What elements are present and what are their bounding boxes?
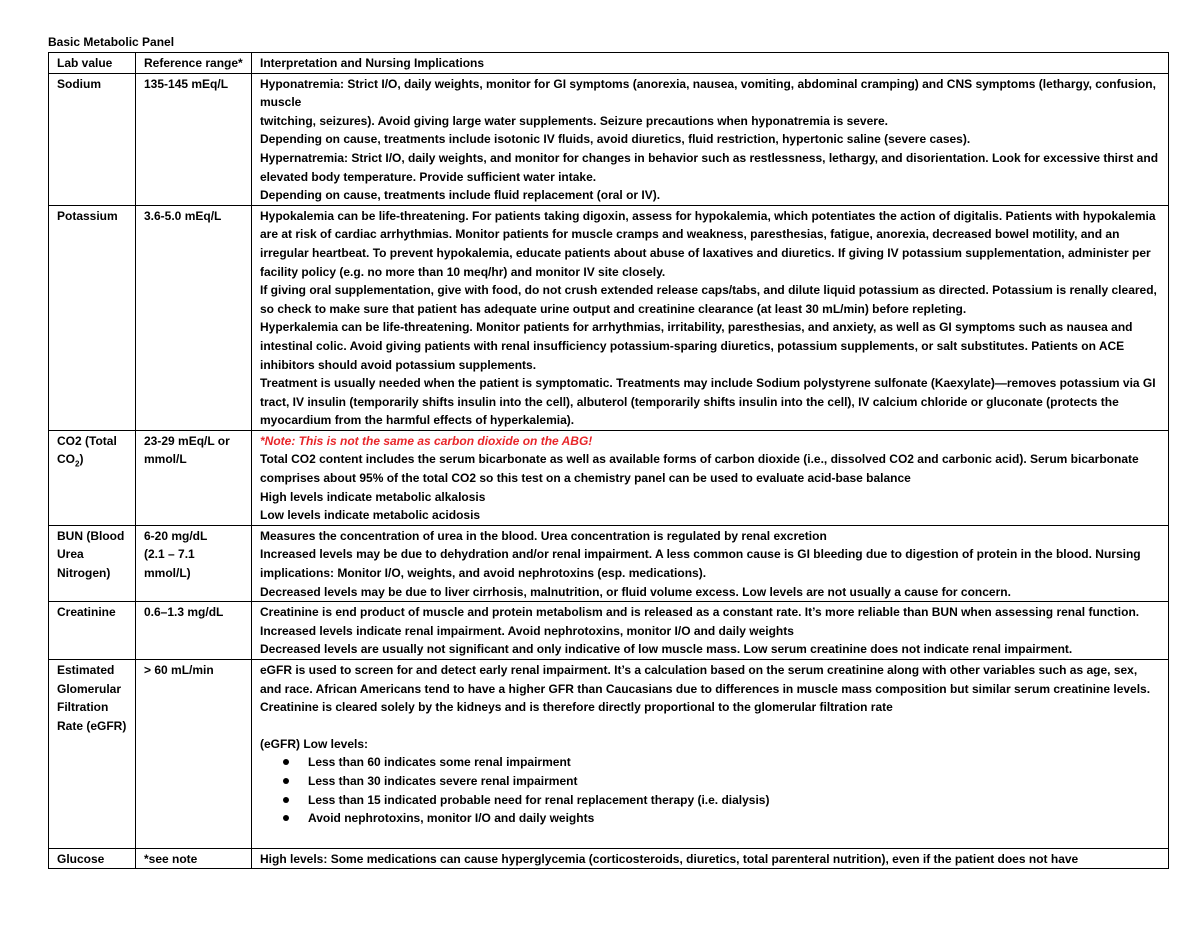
interpretation-line: Hyperkalemia can be life-threatening. Monitor patients for arrhythmias, irritability, paresthesias, and anxiety, as well as GI symptoms such as nausea and intestinal colic. Avoid giving patients with renal insufficiency potassium-sparing diuretics, potassium supplements, or salt substitutes. Patients on ACE inhibitors should avoid potassium supplements.: [260, 320, 1133, 372]
document-page: [48, 34, 1168, 869]
document-title: Basic Metabolic Panel: [48, 35, 175, 49]
list-item: [308, 772, 1160, 791]
interpretation-line: Decreased levels are usually not significant and only indicative of low muscle mass. Low serum creatinine does not indicate renal impairment.: [260, 642, 1073, 657]
reference-range: 135-145 mEq/L: [136, 73, 252, 205]
interpretation-line: High levels: Some medications can cause hyperglycemia (corticosteroids, diuretics, total parenteral nutrition), even if the patient does not have: [260, 851, 1079, 866]
interpretation-line: eGFR is used to screen for and detect early renal impairment. It’s a calculation based on the serum creatinine along with other variables such as age, sex, and race. African Americans tend to have a higher GFR than Caucasians due to differences in muscle mass composition but similar serum creatinine levels. Creatinine is cleared solely by the kidneys and is therefore directly proportional to the glomerular filtration rate: [260, 663, 1151, 715]
bullet-icon: [283, 759, 289, 765]
table-row-glucose: [49, 848, 1169, 869]
bullet-icon: [283, 815, 289, 821]
blank-line: [260, 717, 1160, 735]
header-lab-value: Lab value: [49, 53, 136, 74]
interpretation-line: Hypokalemia can be life-threatening. For patients taking digoxin, assess for hypokalemia, which potentiates the action of digitalis. Patients with hypokalemia are at risk of cardiac arrhythmias. Monitor patients for muscle cramps and weakness, paresthesias, fatigue, anorexia, decreased bowel motility, and an irregular heartbeat. To prevent hypokalemia, educate patients about abuse of laxatives and diuretics. If giving IV potassium supplementation, administer per facility policy (e.g. no more than 10 meq/hr) and monitor IV site closely.: [260, 208, 1156, 279]
list-item: [308, 791, 1160, 810]
reference-range: 3.6-5.0 mEq/L: [136, 205, 252, 430]
interpretation-line: Increased levels may be due to dehydration and/or renal impairment. A less common cause is GI bleeding due to digestion of protein in the blood. Nursing implications: Monitor I/O, weights, and avoid nephrotoxins (esp. medications).: [260, 547, 1141, 581]
interpretation-line: Treatment is usually needed when the patient is symptomatic. Treatments may include Sodium polystyrene sulfonate (Kaexylate)—removes potassium via GI tract, IV insulin (temporarily shifts insulin into the cell), albuterol (temporarily shifts insulin into the cell), IV calcium chloride or gluconate (protects the myocardium from the harmful effects of hyperkalemia).: [260, 376, 1156, 428]
reference-range: 0.6–1.3 mg/dL: [136, 602, 252, 660]
lab-name: Potassium: [49, 205, 136, 430]
reference-range-primary: 6-20 mg/dL: [144, 528, 208, 543]
interpretation-line: High levels indicate metabolic alkalosis: [260, 489, 486, 504]
list-item-text: Less than 15 indicated probable need for renal replacement therapy (i.e. dialysis): [308, 792, 770, 807]
lab-name: BUN (Blood Urea Nitrogen): [49, 525, 136, 601]
interpretation-cell: [252, 848, 1169, 869]
table-header-row: [49, 53, 1169, 74]
interpretation-line: Decreased levels may be due to liver cirrhosis, malnutrition, or fluid volume excess. Low levels are not usually a cause for concern.: [260, 584, 1011, 599]
table-row-sodium: [49, 73, 1169, 205]
table-row-potassium: [49, 205, 1169, 430]
lab-name-subscript: 2: [75, 459, 80, 469]
table-row-creatinine: [49, 602, 1169, 660]
list-item: [308, 809, 1160, 828]
interpretation-line: Low levels indicate metabolic acidosis: [260, 508, 481, 523]
header-reference-range: Reference range*: [136, 53, 252, 74]
interpretation-line: Depending on cause, treatments include fluid replacement (oral or IV).: [260, 188, 661, 203]
lab-name: Estimated Glomerular Filtration Rate (eGFR): [49, 660, 136, 849]
interpretation-cell: [252, 430, 1169, 525]
lab-name: Glucose: [49, 848, 136, 869]
reference-range: > 60 mL/min: [136, 660, 252, 849]
metabolic-panel-table: [48, 52, 1169, 869]
table-row-egfr: [49, 660, 1169, 849]
interpretation-line: Total CO2 content includes the serum bicarbonate as well as available forms of carbon dioxide (i.e., dissolved CO2 and carbonic acid). Serum bicarbonate comprises about 95% of the total CO2 so this test on a chemistry panel can be used to evaluate acid-base balance: [260, 452, 1139, 486]
interpretation-cell: [252, 73, 1169, 205]
table-row-bun: [49, 525, 1169, 601]
interpretation-line: If giving oral supplementation, give with food, do not crush extended release caps/tabs, and dilute liquid potassium as directed. Potassium is renally cleared, so check to make sure that patient has adequate urine output and creatinine clearance (at least 30 mL/min) before repleting.: [260, 283, 1157, 316]
list-item: [308, 753, 1160, 772]
interpretation-cell: [252, 660, 1169, 849]
reference-range: [136, 525, 252, 601]
reference-range-alternate: (2.1 – 7.1 mmol/L): [144, 547, 195, 581]
interpretation-cell: [252, 205, 1169, 430]
header-interpretation: Interpretation and Nursing Implications: [252, 53, 1169, 74]
lab-name: [49, 430, 136, 525]
interpretation-line: Increased levels indicate renal impairment. Avoid nephrotoxins, monitor I/O and daily weights: [260, 623, 794, 638]
interpretation-cell: [252, 602, 1169, 660]
low-levels-heading: (eGFR) Low levels:: [260, 736, 369, 751]
lab-name: Sodium: [49, 73, 136, 205]
interpretation-line: twitching, seizures). Avoid giving large water supplements. Seizure precautions when hyponatremia is severe.: [260, 113, 888, 128]
interpretation-line: Measures the concentration of urea in the blood. Urea concentration is regulated by renal excretion: [260, 528, 827, 543]
blank-line: [260, 828, 1160, 848]
reference-range: 23-29 mEq/L or mmol/L: [136, 430, 252, 525]
lab-name: Creatinine: [49, 602, 136, 660]
table-row-co2: [49, 430, 1169, 525]
list-item-text: Avoid nephrotoxins, monitor I/O and daily weights: [308, 811, 595, 826]
interpretation-line: Hyponatremia: Strict I/O, daily weights, monitor for GI symptoms (anorexia, nausea, vomiting, abdominal cramping) and CNS symptoms (lethargy, confusion, muscle: [260, 76, 1156, 110]
abg-warning-note: *Note: This is not the same as carbon dioxide on the ABG!: [260, 433, 593, 448]
interpretation-line: Hypernatremia: Strict I/O, daily weights, and monitor for changes in behavior such as restlessness, lethargy, and disorientation. Look for excessive thirst and elevated body temperature. Provide sufficient water intake.: [260, 150, 1159, 184]
low-levels-list: [260, 753, 1160, 827]
interpretation-line: Creatinine is end product of muscle and protein metabolism and is released as a constant rate. It’s more reliable than BUN when assessing renal function.: [260, 605, 1140, 620]
list-item-text: Less than 30 indicates severe renal impairment: [308, 773, 578, 788]
bullet-icon: [283, 797, 289, 803]
interpretation-line: Depending on cause, treatments include isotonic IV fluids, avoid diuretics, fluid restriction, hypertonic saline (severe cases).: [260, 132, 971, 147]
interpretation-cell: [252, 525, 1169, 601]
lab-name-main: CO2 (Total CO: [57, 433, 117, 467]
reference-range: *see note: [136, 848, 252, 869]
lab-name-end: ): [79, 452, 84, 467]
list-item-text: Less than 60 indicates some renal impairment: [308, 755, 571, 770]
bullet-icon: [283, 778, 289, 784]
